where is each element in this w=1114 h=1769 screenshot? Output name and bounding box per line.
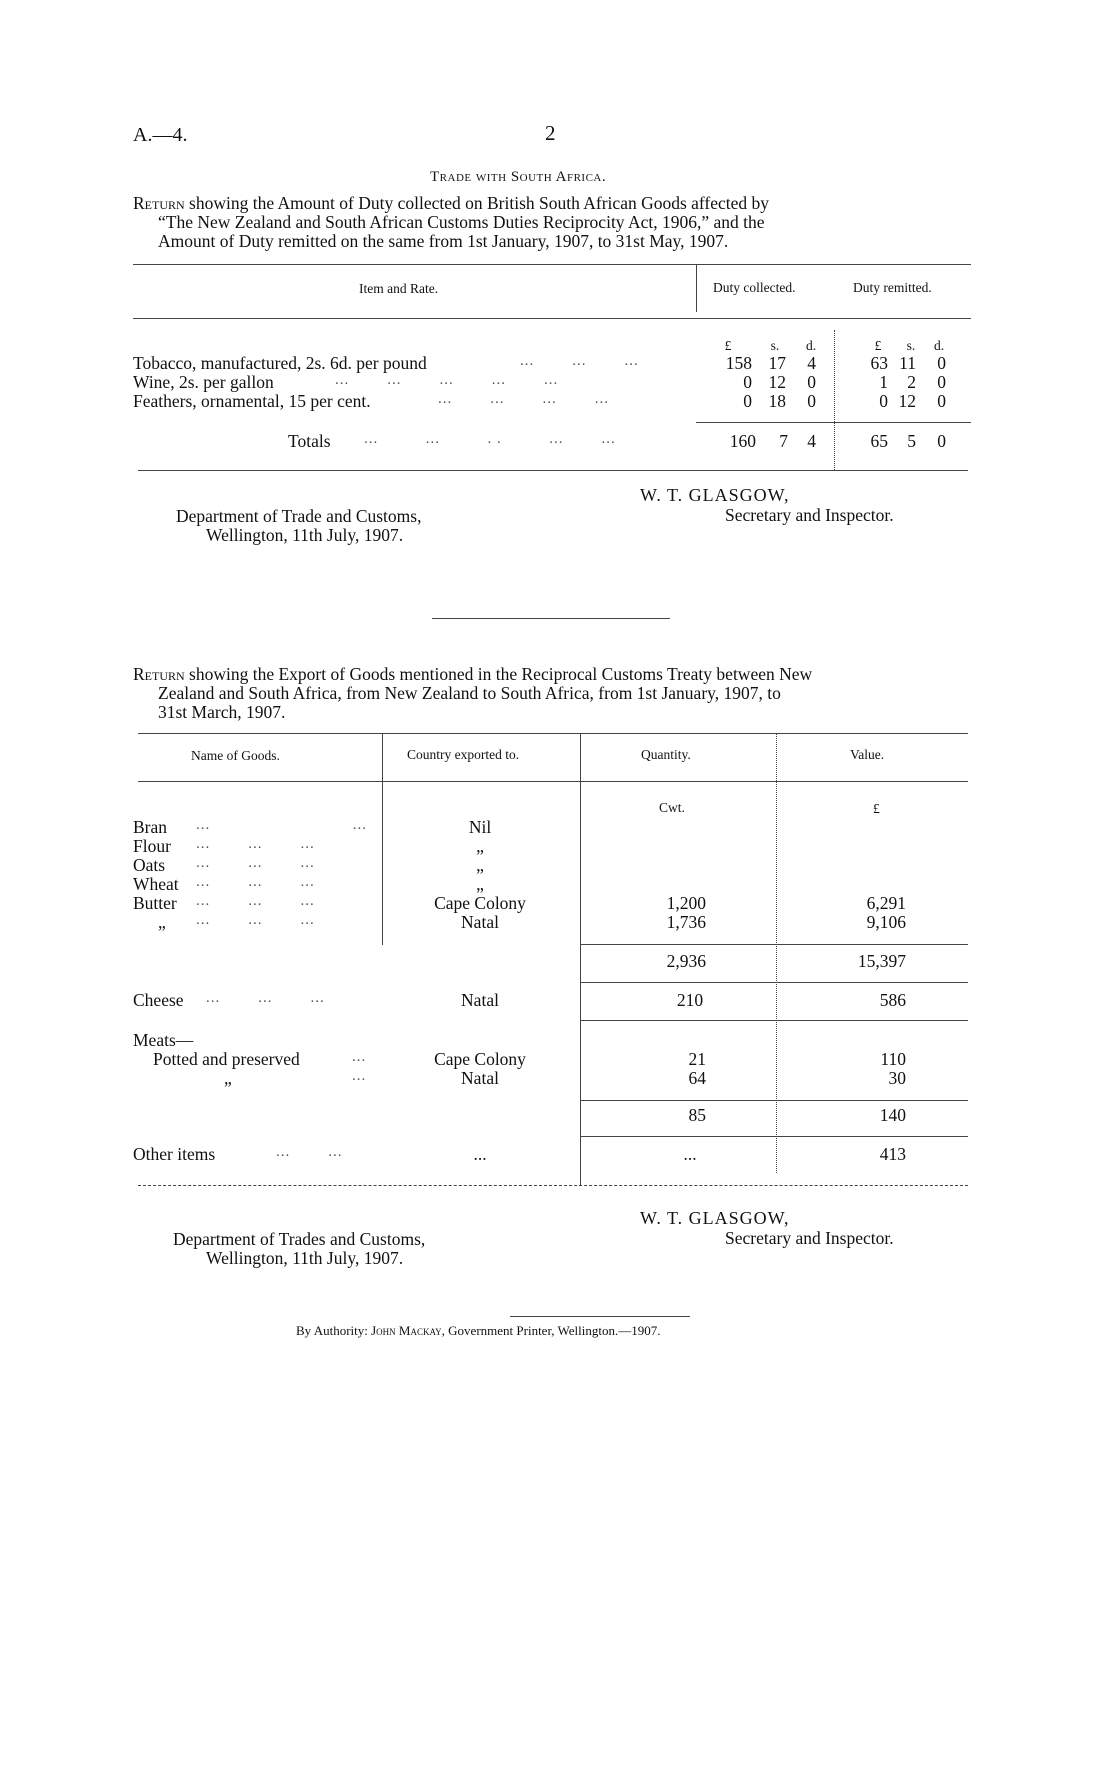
table1-dept-line1: Department of Trade and Customs, [176, 506, 422, 526]
table2-meats-row-name: Potted and preserved [153, 1049, 300, 1069]
table1-row-item: Wine, 2s. per gallon [133, 372, 274, 392]
table2-meats-heading: Meats— [133, 1030, 194, 1050]
table1-unit-d-remitted: d. [933, 338, 945, 353]
table1-unit-s-remitted: s. [906, 338, 916, 353]
page-number: 2 [545, 121, 556, 145]
table2-cheese-value: 586 [879, 990, 906, 1010]
table1-row-c-d: 0 [807, 391, 816, 411]
table1-col-remitted: Duty remitted. [853, 280, 932, 295]
leader-dots: ... ... ... ... [438, 391, 609, 407]
table2-caption-line1 [133, 664, 812, 685]
table2-cheese-rule [580, 1020, 968, 1021]
leader-dots: ... ... ... [196, 912, 315, 928]
table2-caption-lead: Return [133, 664, 185, 684]
table1-caption-line2: “The New Zealand and South African Customs Duties Reciprocity Act, 1906,” and the [158, 212, 765, 232]
leader-dots: ... [352, 1068, 367, 1084]
table1-top-rule [133, 264, 971, 265]
table1-totals-c-s: 7 [779, 431, 788, 451]
table2-row-value: 9,106 [866, 912, 906, 932]
table1-caption-lead: Return [133, 193, 185, 213]
table2-meats-total-rule [580, 1136, 968, 1137]
table1-caption-rest: showing the Amount of Duty collected on British South African Goods affected by [184, 193, 770, 213]
table2-meats-row-country: Cape Colony [434, 1049, 526, 1069]
table2-row-country: „ [476, 874, 484, 894]
table2-divider-name [382, 733, 383, 945]
table1-row-r-l: 63 [870, 353, 888, 373]
table2-other-country: ... [473, 1144, 487, 1164]
table1-row-c-d: 4 [807, 353, 816, 373]
table1-row-c-l: 158 [725, 353, 752, 373]
table2-bottom-rule [138, 1185, 968, 1186]
table1-caption-line3: Amount of Duty remitted on the same from 1st January, 1907, to 31st May, 1907. [158, 231, 729, 251]
table1-totals-label: Totals [288, 431, 331, 451]
table1-row-r-d: 0 [937, 391, 946, 411]
table1-totals-c-l: 160 [729, 431, 756, 451]
table2-row-name: Oats [133, 855, 166, 875]
table1-header-rule [133, 318, 971, 319]
table2-row-country: Natal [461, 912, 499, 932]
table2-row-name: Butter [133, 893, 177, 913]
leader-dots: ... ... ... ... ... [335, 372, 559, 388]
leader-dots: ... ... ... [196, 874, 315, 890]
table1-row-c-d: 0 [807, 372, 816, 392]
table2-divider-quantity [776, 733, 777, 1173]
table2-butter-total-quantity: 2,936 [666, 951, 706, 971]
table1-row-item: Tobacco, manufactured, 2s. 6d. per pound [133, 353, 427, 373]
table2-cheese-quantity: 210 [676, 990, 704, 1010]
table1-row-c-s: 17 [768, 353, 786, 373]
table2-col-value: Value. [850, 747, 885, 762]
table2-row-country: „ [476, 855, 484, 875]
table2-meats-row-value: 30 [888, 1068, 906, 1088]
leader-dots: ... [352, 1049, 367, 1065]
table1-row-r-s: 12 [898, 391, 916, 411]
printer-name: John Mackay [371, 1323, 442, 1338]
table1-col-item: Item and Rate. [359, 281, 439, 296]
table2-col-quantity: Quantity. [641, 747, 691, 762]
table2-meats-row-quantity: 21 [688, 1049, 706, 1069]
table1-row-c-l: 0 [743, 372, 752, 392]
table1-row-r-s: 11 [899, 353, 916, 373]
section-separator-rule [432, 618, 670, 619]
leader-dots: ... ... [196, 817, 367, 833]
table1-unit-l-collected: £ [724, 338, 732, 353]
table2-caption-line3: 31st March, 1907. [158, 702, 286, 722]
table1-unit-l-remitted: £ [874, 338, 882, 353]
table1-row-r-l: 1 [879, 372, 888, 392]
table2-row-value: 6,291 [866, 893, 906, 913]
table2-signature-title: Secretary and Inspector. [725, 1228, 894, 1248]
table1-title: Trade with South Africa. [430, 169, 607, 185]
table2-row-quantity: 1,200 [666, 893, 706, 913]
table1-totals-r-s: 5 [907, 431, 916, 451]
table2-meats-row-value: 110 [880, 1049, 906, 1069]
table1-totals-r-l: 65 [870, 431, 888, 451]
table2-caption-line2: Zealand and South Africa, from New Zealand to South Africa, from 1st January, 1907, to [158, 683, 781, 703]
table1-totals-r-d: 0 [937, 431, 946, 451]
leader-dots: ... ... ... [196, 855, 315, 871]
table2-meats-total-quantity: 85 [688, 1105, 706, 1125]
table2-row-name: „ [158, 912, 166, 932]
table1-caption-line1 [133, 193, 769, 214]
table1-row-r-s: 2 [907, 372, 916, 392]
table2-row-country: Nil [468, 817, 492, 837]
table2-unit-quantity: Cwt. [659, 800, 685, 815]
table2-butter-subtotal-rule [580, 944, 968, 945]
table1-dept-line2: Wellington, 11th July, 1907. [206, 525, 404, 545]
leader-dots: ... ... . . ... ... [364, 431, 616, 447]
table2-row-name: Bran [133, 817, 168, 837]
leader-dots: ... ... ... [196, 836, 315, 852]
table1-money-divider [834, 330, 835, 470]
table2-unit-value: £ [873, 801, 880, 816]
table2-butter-total-value: 15,397 [857, 951, 906, 971]
table2-caption-rest: showing the Export of Goods mentioned in the Reciprocal Customs Treaty between New [184, 664, 813, 684]
table2-row-name: Wheat [133, 874, 179, 894]
table2-other-quantity: ... [683, 1144, 697, 1164]
table2-row-country: „ [476, 836, 484, 856]
footer-rule [510, 1316, 690, 1317]
table1-row-c-s: 18 [768, 391, 786, 411]
table1-totals-rule [696, 422, 971, 423]
table2-meats-subtotal-rule [580, 1100, 968, 1101]
table2-dept-line1: Department of Trades and Customs, [173, 1229, 426, 1249]
table2-top-rule [138, 733, 968, 734]
table1-col-collected: Duty collected. [713, 280, 796, 295]
table2-meats-row-quantity: 64 [688, 1068, 706, 1088]
table2-cheese-name: Cheese [133, 990, 184, 1010]
table1-row-item: Feathers, ornamental, 15 per cent. [133, 391, 371, 411]
leader-dots: ... ... ... [520, 353, 639, 369]
table1-row-c-s: 12 [768, 372, 786, 392]
table2-header-rule [138, 781, 968, 782]
leader-dots: ... ... [276, 1144, 343, 1160]
table2-divider-country [580, 733, 581, 1185]
leader-dots: ... ... ... [196, 893, 315, 909]
table1-totals-c-d: 4 [807, 431, 816, 451]
leader-dots: ... ... ... [206, 990, 325, 1006]
table1-bottom-rule [138, 470, 968, 471]
printer-imprint-rest: , Government Printer, Wellington.—1907. [441, 1323, 661, 1338]
table2-col-name: Name of Goods. [191, 748, 280, 763]
table2-col-country: Country exported to. [407, 747, 520, 762]
table2-dept-line2: Wellington, 11th July, 1907. [206, 1248, 404, 1268]
table2-meats-total-value: 140 [879, 1105, 906, 1125]
table1-header-divider [696, 264, 697, 312]
table2-cheese-country: Natal [461, 990, 499, 1010]
table2-row-country: Cape Colony [434, 893, 526, 913]
table2-other-name: Other items [133, 1144, 216, 1164]
table2-other-value: 413 [879, 1144, 906, 1164]
table1-row-c-l: 0 [743, 391, 752, 411]
table1-row-r-d: 0 [937, 353, 946, 373]
printer-imprint-lead: By Authority: [296, 1323, 372, 1338]
table2-meats-row-name: „ [224, 1068, 232, 1088]
table1-signature-name: W. T. GLASGOW, [640, 485, 790, 505]
table1-unit-s-collected: s. [770, 338, 780, 353]
table1-row-r-l: 0 [879, 391, 888, 411]
printer-imprint [296, 1323, 660, 1339]
table1-row-r-d: 0 [937, 372, 946, 392]
table2-row-name: Flour [133, 836, 171, 856]
table1-signature-title: Secretary and Inspector. [725, 505, 894, 525]
table2-signature-name: W. T. GLASGOW, [640, 1208, 790, 1228]
table2-butter-total-rule [580, 982, 968, 983]
table1-unit-d-collected: d. [805, 338, 817, 353]
page-reference: A.—4. [133, 124, 188, 146]
table2-row-quantity: 1,736 [666, 912, 706, 932]
table2-meats-row-country: Natal [461, 1068, 499, 1088]
